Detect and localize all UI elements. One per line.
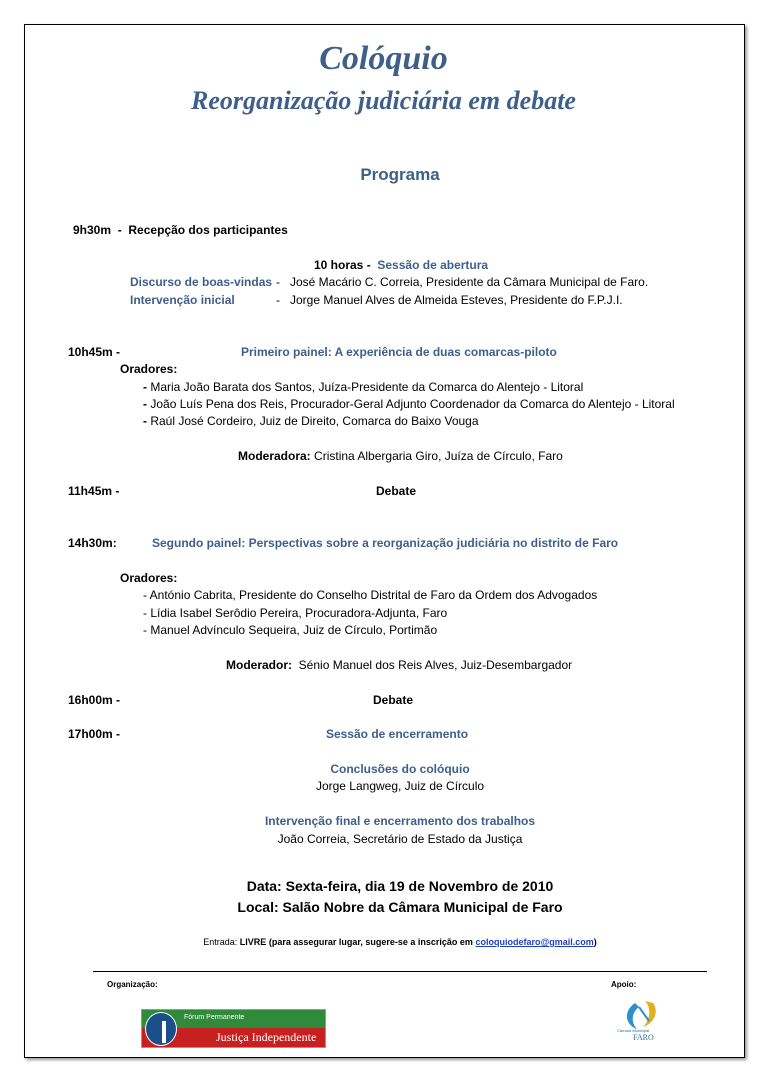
fpji-small-label: Fórum Permanente [184,1014,245,1021]
opening-time: 10 horas - [314,258,371,272]
final-title: Intervenção final e encerramento dos trabalhos [264,814,536,828]
faro-small-label: Câmara Municipal [617,1028,650,1033]
organization-label: Organização: [107,980,158,989]
panel1-speaker: - Raúl José Cordeiro, Juiz de Direito, Comarca do Baixo Vouga [143,414,479,428]
closing-time: 17h00m - [68,727,121,741]
panel2-speakers-label: Oradores: [120,571,178,585]
footer-divider [93,971,707,972]
panel1-speaker: - Maria João Barata dos Santos, Juíza-Presidente da Comarca do Alentejo - Litoral [143,380,584,394]
welcome-label: Discurso de boas-vindas [130,275,273,289]
panel2-speaker: - Manuel Advínculo Sequeira, Juiz de Círculo, Portimão [143,623,438,637]
fpji-logo [141,1009,326,1048]
debate1-label: Debate [376,484,417,498]
panel1-title: Primeiro painel: A experiência de duas comarcas-piloto [241,345,557,359]
page-subtitle: Reorganização judiciária em debate [191,86,576,115]
intro-speaker: Jorge Manuel Alves de Almeida Esteves, Presidente do F.P.J.I. [290,293,623,307]
programa-heading: Programa [360,165,440,184]
panel1-speakers-label: Oradores: [120,362,178,376]
intro-sep: - [276,293,280,307]
debate2-label: Debate [373,693,414,707]
closing-title: Sessão de encerramento [325,727,469,741]
reception-time: 9h30m - Recepção dos participantes [73,223,288,237]
welcome-sep: - [276,275,280,289]
intro-label: Intervenção inicial [130,293,235,307]
panel2-time: 14h30m: [68,536,117,550]
opening-session [314,258,488,272]
panel2-speaker: - Lídia Isabel Serôdio Pereira, Procuradora-Adjunta, Faro [143,606,448,620]
entry-line: Entrada: LIVRE (para assegurar lugar, sugere-se a inscrição em coloquiodefaro@gmail.com) [203,937,597,947]
conclusions-speaker: Jorge Langweg, Juiz de Círculo [315,779,485,793]
panel1-speaker: - João Luís Pena dos Reis, Procurador-Geral Adjunto Coordenador da Comarca do Alentejo - Litoral [143,397,675,411]
email-link[interactable]: coloquiodefaro@gmail.com [475,937,594,947]
fpji-name: Justiça Independente [216,1030,317,1044]
debate1-time: 11h45m - [68,484,120,498]
panel2-moderator: Moderador: Sénio Manuel dos Reis Alves, Juiz-Desembargador [226,658,573,672]
scale-emblem-icon [145,1012,177,1046]
faro-name: FARO [633,1033,654,1042]
opening-title: Sessão de abertura [377,258,489,272]
final-speaker: João Correia, Secretário de Estado da Justiça [277,832,523,846]
event-date: Data: Sexta-feira, dia 19 de Novembro de 2010 [246,878,554,894]
panel1-moderator: Moderadora: Cristina Albergaria Giro, Juíza de Círculo, Faro [238,449,563,463]
debate2-time: 16h00m - [68,693,121,707]
conclusions-title: Conclusões do colóquio [330,762,470,776]
support-label: Apoio: [611,980,637,989]
panel2-speaker: - António Cabrita, Presidente do Conselho Distrital de Faro da Ordem dos Advogados [143,588,598,602]
event-place: Local: Salão Nobre da Câmara Municipal de Faro [237,899,563,915]
panel2-title: Segundo painel: Perspectivas sobre a reorganização judiciária no distrito de Faro [152,536,619,550]
page-title: Colóquio [319,40,448,77]
welcome-speaker: José Macário C. Correia, Presidente da Câmara Municipal de Faro. [290,275,649,289]
panel1-time: 10h45m - [68,345,121,359]
faro-logo [615,997,669,1045]
